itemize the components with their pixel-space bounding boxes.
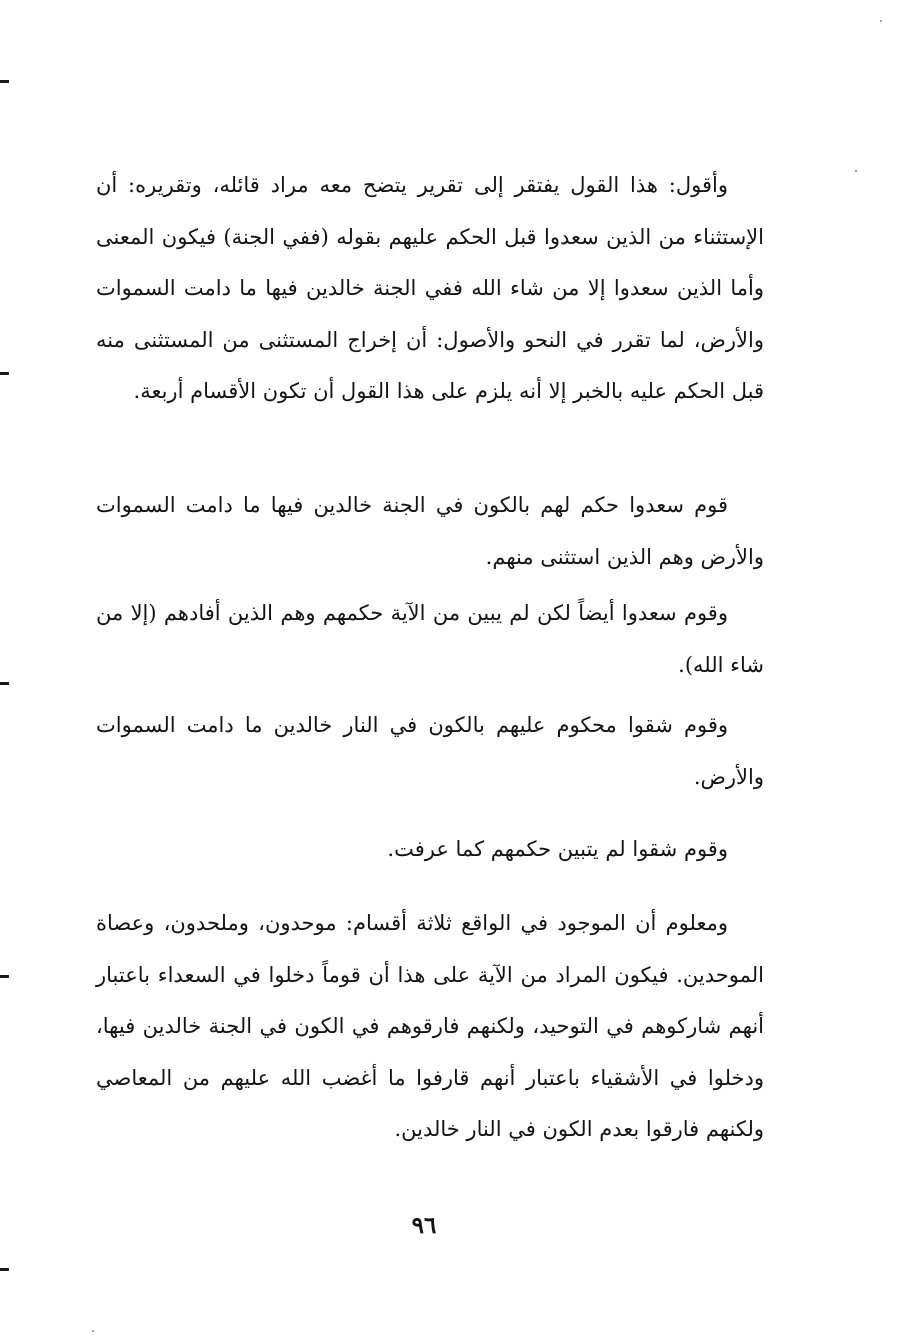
scan-speck (855, 170, 857, 172)
paragraph: قوم سعدوا حكم لهم بالكون في الجنة خالدين فيها ما دامت السموات والأرض وهم الذين استثنى منهم. (96, 493, 764, 569)
paragraph-2-block (96, 480, 764, 583)
paragraph-5-block (96, 824, 764, 876)
margin-tick (0, 372, 9, 375)
paragraph-3-block (96, 588, 764, 691)
scan-speck (880, 20, 882, 22)
paragraph-1-block (96, 160, 764, 418)
paragraph: وقوم شقوا محكوم عليهم بالكون في النار خالدين ما دامت السموات والأرض. (96, 713, 764, 789)
margin-tick (0, 975, 9, 978)
paragraph-6-block (96, 898, 764, 1156)
paragraph: وقوم شقوا لم يتبين حكمهم كما عرفت. (387, 837, 728, 861)
paragraph: وقوم سعدوا أيضاً لكن لم يبين من الآية حكمهم وهم الذين أفادهم (إلا من شاء الله). (96, 601, 764, 677)
paragraph: وأقول: هذا القول يفتقر إلى تقرير يتضح معه مراد قائله، وتقريره: أن الإستثناء من الذين سعدوا قبل الحكم عليهم بقوله (ففي الجنة) فيكون المعنى وأما الذين سعدوا إلا من شاء الله ففي الجنة خالدين فيها ما دامت السموات والأرض، لما تقرر في النحو والأصول: أن إخراج المستثنى من المستثنى منه قبل الحكم عليه بالخبر إلا أنه يلزم على هذا القول أن تكون الأقسام أربعة. (96, 173, 764, 403)
margin-tick (0, 1268, 9, 1271)
paragraph-4-block (96, 700, 764, 803)
scan-speck (92, 1330, 94, 1332)
margin-tick (0, 682, 9, 685)
margin-tick (0, 80, 9, 83)
paragraph: ومعلوم أن الموجود في الواقع ثلاثة أقسام: موحدون، وملحدون، وعصاة الموحدين. فيكون المراد من الآية على هذا أن قوماً دخلوا في السعداء باعتبار أنهم شاركوهم في التوحيد، ولكنهم فارقوهم في الكون في الجنة خالدين فيها، ودخلوا في الأشقياء باعتبار أنهم قارفوا ما أغضب الله عليهم من المعاصي ولكنهم فارقوا بعدم الكون في النار خالدين. (96, 911, 764, 1141)
page-number: ٩٦ (411, 1212, 437, 1239)
